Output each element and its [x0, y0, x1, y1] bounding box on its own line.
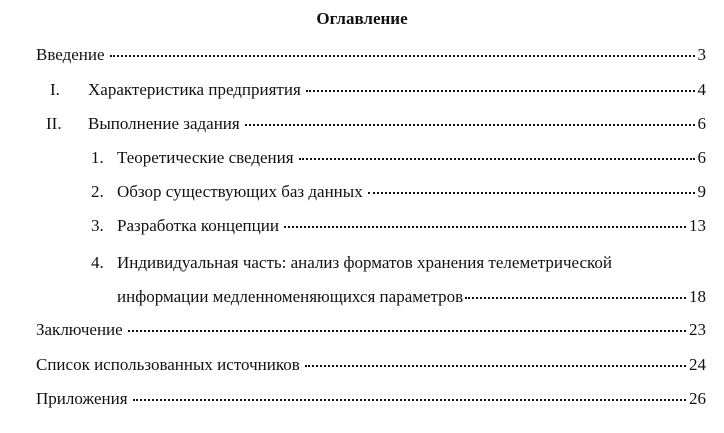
toc-entry-chapter-2: [46, 113, 706, 135]
toc-entry-label: Список использованных источников: [36, 355, 300, 374]
toc-entry-references: [36, 354, 706, 376]
toc-entry-number: 4.: [91, 253, 104, 272]
toc-entry-section-3: [91, 215, 706, 237]
toc-entry-label: Разработка концепции: [117, 216, 279, 235]
dot-leader: [128, 330, 686, 332]
toc-entry-conclusion: [36, 319, 706, 341]
toc-entry-page: 4: [697, 80, 706, 99]
toc-entry-label: Приложения: [36, 389, 128, 408]
toc-entry-number: II.: [46, 114, 62, 133]
toc-entry-label: Выполнение задания: [88, 114, 240, 133]
toc-entry-page: 26: [689, 389, 706, 408]
toc-entry-page: 24: [689, 355, 706, 374]
toc-entry-section-4: [91, 252, 612, 274]
toc-entry-page: 6: [697, 148, 706, 167]
toc-entry-page: 9: [697, 182, 706, 201]
toc-entry-page: 13: [689, 216, 706, 235]
toc-entry-page: 23: [689, 320, 706, 339]
dot-leader: [110, 55, 695, 57]
toc-entry-label: Теоретические сведения: [117, 148, 294, 167]
toc-entry-page: 3: [697, 45, 706, 64]
dot-leader: [284, 226, 686, 228]
toc-entry-number: 2.: [91, 182, 104, 201]
toc-entry-label: Заключение: [36, 320, 123, 339]
toc-entry-label: Характеристика предприятия: [88, 80, 301, 99]
toc-entry-label: Обзор существующих баз данных: [117, 182, 363, 201]
toc-entry-page: 6: [697, 114, 706, 133]
dot-leader: [305, 365, 686, 367]
toc-entry-label: Введение: [36, 45, 105, 64]
toc-entry-section-2: [91, 181, 706, 203]
dot-leader: [245, 124, 695, 126]
dot-leader: [299, 158, 695, 160]
toc-entry-introduction: [36, 44, 706, 66]
toc-entry-number: I.: [50, 80, 60, 99]
toc-entry-page: 18: [689, 287, 706, 306]
dot-leader: [368, 192, 695, 194]
toc-entry-section-4-continued: [117, 286, 706, 308]
dot-leader: [465, 297, 686, 299]
toc-title: Оглавление: [316, 9, 408, 28]
toc-entry-number: 1.: [91, 148, 104, 167]
toc-entry-section-1: [91, 147, 706, 169]
toc-entry-label-continued: информации медленноменяющихся параметров: [117, 287, 464, 306]
dot-leader: [306, 90, 695, 92]
toc-entry-number: 3.: [91, 216, 104, 235]
toc-entry-label: Индивидуальная часть: анализ форматов хранения телеметрической: [117, 253, 613, 272]
toc-entry-chapter-1: [50, 79, 706, 101]
toc-entry-appendices: [36, 388, 706, 410]
dot-leader: [133, 399, 686, 401]
